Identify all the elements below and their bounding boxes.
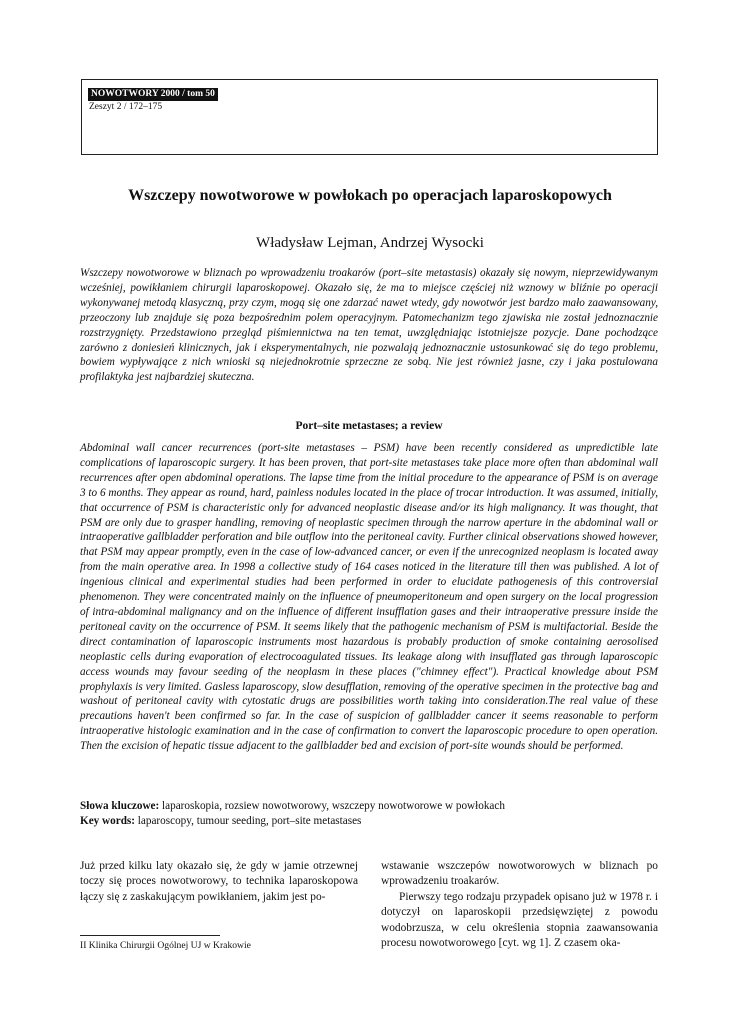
keywords-english-label: Key words: [80,815,135,827]
body-column-left [80,859,358,905]
footnote-divider [80,935,220,936]
journal-volume-label: NOWOTWORY 2000 / tom 50 [88,88,218,101]
body-right-paragraph-1: wstawanie wszczepów nowotworowych w bliznach po wprowadzeniu troakarów. [381,860,658,888]
keywords-block [80,799,658,829]
body-column-right [381,859,658,951]
body-left-paragraph: Już przed kilku laty okazało się, że gdy w jamie otrzewnej toczy się proces nowotworowy, to technika laparoskopowa łączy się z zaskakującym powikłaniem, jakim jest po- [80,860,358,903]
issue-pages-label: Zeszyt 2 / 172–175 [89,102,163,112]
affiliation-footnote: II Klinika Chirurgii Ogólnej UJ w Krakowie [80,940,251,951]
abstract-english: Abdominal wall cancer recurrences (port-site metastases – PSM) have been recently considered as unpredictible late complications of laparoscopic surgery. It has been proven, that port-site metastases take place more often than abdominal wall recurrences after open abdominal operations. The lapse time from the initial procedure to the appearance of PSM is on average 3 to 6 months. They appear as round, hard, painless nodules located in the place of trocar introduction. It was assumed, initially, that occurrence of PSM is characteristic only for advanced neoplastic disease and/or its high malignancy. It was thought, that PSM are only due to grasper handling, removing of neoplastic specimen through the narrow aperture in the abdominal wall or intraoperative gallbladder perforation and bile outflow into the peritoneal cavity. Further clinical observations showed however, that PSM may appear promptly, even in the case of low-advanced cancer, or even if the unrecognized neoplasm is located away from the main operative area. In 1998 a collective study of 164 cases noticed in the literature till then was published. A lot of ingenious clinical and experimental studies had been performed in order to elucidate pathogenesis of this controversial phenomenon. They were concentrated mainly on the influence of pneumoperitoneum and open surgery on the local progression of intra-abdominal malignancy and on the influence of different insufflation gases and their intraoperative pressure inside the peritoneal cavity on the occurrence of PSM. It seems likely that the pathogenic mechanism of PSM is multifactorial. Beside the direct contamination of laparoscopic instruments most hazardous is probably production of smoke containing aerosolised neoplastic cells during evaporation of electrocoagulated tissues. Its leakage along with insufflated gas through laparoscopic access wounds may favour seeding of the neoplasm in these places ("chimney effect"). Practical knowledge about PSM prophylaxis is very limited. Gasless laparoscopy, slow desufflation, removing of the operative specimen in the protective bag and washout of peritoneal cavity with cytostatic drugs are possibilities worth taking into consideration.The real value of these precautions haven't been confirmed so far. In the case of suspicion of gallbladder cancer it seems reasonable to perform intraoperative histologic examination and in the case of confirmation to convert the laparoscopic procedure to open operation. Then the excision of hepatic tissue adjacent to the gallbladder bed and excision of port-site wounds should be performed. [80,442,658,753]
body-right-paragraph-2: Pierwszy tego rodzaju przypadek opisano już w 1978 r. i dotyczył on laparoskopii przedsięwziętej z powodu wodobrzusza, w celu określenia stopnia zaawansowania procesu nowotworowego [cyt. wg 1]. Z czasem oka- [381,890,658,950]
keywords-polish-text: laparoskopia, rozsiew nowotworowy, wszczepy nowotworowe w powłokach [162,800,505,812]
article-title: Wszczepy nowotworowe w powłokach po operacjach laparoskopowych [128,187,612,204]
keywords-english-text: laparoscopy, tumour seeding, port–site metastases [137,815,362,827]
article-authors: Władysław Lejman, Andrzej Wysocki [256,235,484,251]
abstract-polish: Wszczepy nowotworowe w bliznach po wprowadzeniu troakarów (port–site metastasis) okazały się nowym, nieprzewidywanym wcześniej, powikłaniem chirurgii laparoskopowej. Okazało się, że ma to miejsce częściej niż wznowy w bliźnie po operacji wykonywanej metodą klasyczną, przy czym, mogą się one zdarzać nawet wtedy, gdy nowotwór jest bardzo mało zaawansowany, przeoczony lub znajduje się poza bezpośrednim polem operacyjnym. Patomechanizm tego zjawiska nie został jednoznacznie rozstrzygnięty. Przedstawiono przegląd piśmiennictwa na ten temat, uwzględniając istotniejsze pozycje. Dane pochodzące zarówno z doniesień klinicznych, jak i eksperymentalnych, nie pozwalają jednoznacznie ustosunkować się do tego problemu, bowiem wypływające z nich wnioski są niejednokrotnie sprzeczne ze sobą. Nie jest również jasne, czy i jaka postulowana profilaktyka jest najbardziej skuteczna. [80,267,658,384]
journal-header-box [81,79,658,155]
keywords-polish [80,799,658,814]
keywords-polish-label: Słowa kluczowe: [80,800,160,812]
keywords-english [80,814,658,829]
abstract-english-heading: Port–site metastases; a review [295,420,443,432]
